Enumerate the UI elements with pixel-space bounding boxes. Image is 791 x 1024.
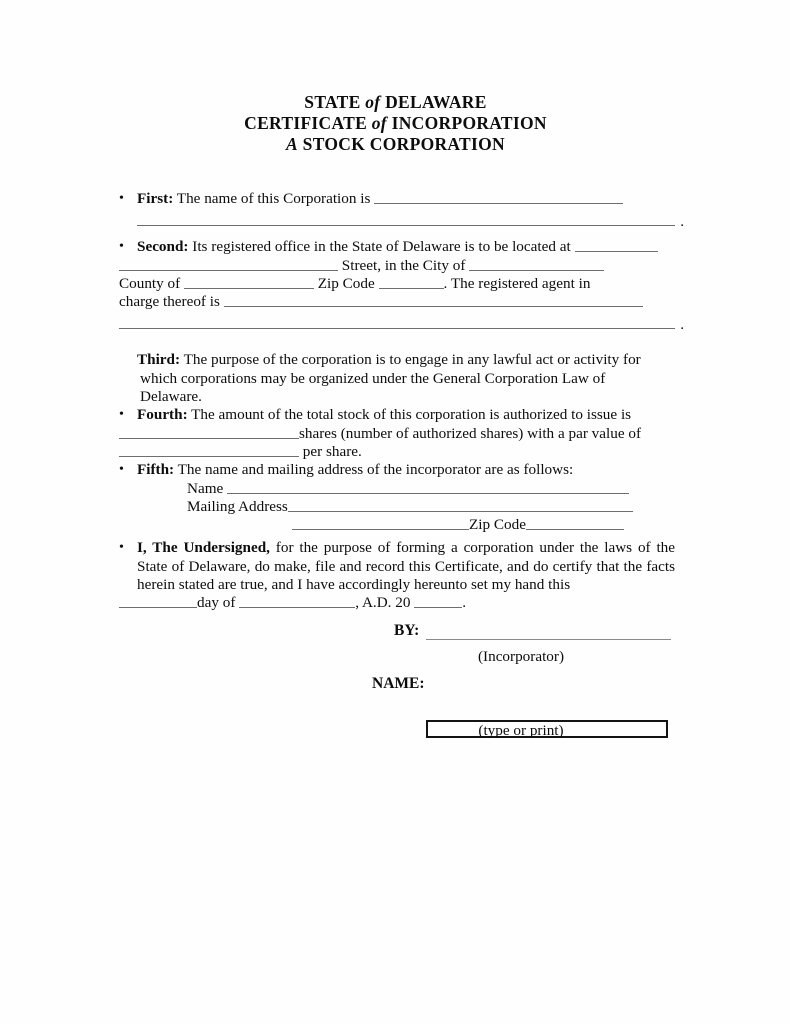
second-trailing-period: . <box>680 316 684 334</box>
second-charge-line <box>119 293 675 311</box>
clause-third-line-3: Delaware. <box>140 388 202 406</box>
clause-second-text: Its registered office in the State of Delaware is to be located at <box>188 238 575 256</box>
undersigned-date-line <box>119 594 675 612</box>
bullet-icon-second: • <box>119 239 124 255</box>
clause-first-text: The name of this Corporation is <box>173 190 375 207</box>
bullet-icon-first: • <box>119 191 124 206</box>
undersigned-ad-label: , A.D. 20 <box>355 594 415 612</box>
clause-third-body <box>137 351 675 406</box>
fourth-par-value-blank[interactable] <box>119 443 299 457</box>
clause-third-line-2: which corporations may be organized under the General Corporation Law of <box>140 369 606 387</box>
undersigned-day-of-label: day of <box>197 594 240 612</box>
second-zip-blank[interactable] <box>379 275 444 289</box>
fifth-name-line <box>187 480 675 498</box>
second-zip-label: Zip Code <box>313 274 379 292</box>
clause-fifth-body <box>137 461 675 479</box>
clause-third-label: Third: <box>137 351 181 369</box>
clause-third-line-1 <box>137 351 675 369</box>
fifth-zip-line <box>292 516 675 534</box>
fifth-zip-blank[interactable] <box>526 516 624 530</box>
signature-name-caption-row <box>0 694 791 739</box>
second-charge-label: charge thereof is <box>119 293 224 311</box>
clause-first-body <box>137 190 684 231</box>
clause-fourth-text: The amount of the total stock of this corporation is authorized to issue is <box>187 406 632 424</box>
undersigned-day-blank[interactable] <box>119 594 197 608</box>
clause-first-label: First: <box>137 190 174 207</box>
fifth-name-label: Name <box>187 479 228 497</box>
second-agent-text: The registered agent in <box>447 274 591 292</box>
title-line-1-italic: of <box>365 92 381 112</box>
undersigned-trailing-period: . <box>462 594 467 612</box>
document-body <box>0 190 791 613</box>
first-continuation-rule[interactable] <box>137 209 675 226</box>
clause-undersigned-body <box>137 539 675 594</box>
fourth-shares-blank[interactable] <box>119 425 299 439</box>
title-line-2-italic: of <box>371 113 387 133</box>
by-signature-line[interactable] <box>426 639 671 640</box>
clause-fifth <box>119 461 675 534</box>
clause-fourth-body <box>137 406 675 424</box>
second-county-blank[interactable] <box>184 275 314 289</box>
second-street-line <box>119 257 675 275</box>
fourth-shares-label: shares (number of authorized shares) with a par value of <box>299 424 642 442</box>
title-line-2 <box>0 113 791 134</box>
second-zip-period: . <box>443 274 448 292</box>
second-address-blank[interactable] <box>575 238 658 252</box>
title-line-1-pre: STATE <box>304 92 366 112</box>
fourth-par-value-line <box>119 443 675 461</box>
bullet-icon-fifth: • <box>119 462 124 478</box>
clause-fourth <box>119 406 675 461</box>
incorporator-caption: (Incorporator) <box>477 648 564 665</box>
clause-second <box>119 238 684 334</box>
title-line-3-italic: A <box>286 134 298 154</box>
signature-name-row <box>0 662 791 694</box>
title-line-1 <box>0 92 791 113</box>
clause-fifth-text: The name and mailing address of the incorporator are as follows: <box>174 461 574 479</box>
type-or-print-caption: (type or print) <box>478 722 564 739</box>
fourth-shares-line <box>119 425 675 443</box>
title-line-3 <box>0 134 791 155</box>
clause-fourth-label: Fourth: <box>137 406 188 424</box>
first-trailing-period: . <box>680 213 684 231</box>
fifth-name-blank[interactable] <box>227 480 629 494</box>
clause-fifth-label: Fifth: <box>137 461 175 479</box>
clause-second-body <box>137 238 675 256</box>
bullet-icon-fourth: • <box>119 407 124 423</box>
bullet-icon-undersigned: • <box>119 540 124 556</box>
fifth-mailing-line <box>187 498 675 516</box>
title-line-1-post: DELAWARE <box>380 92 487 112</box>
second-street-blank[interactable] <box>119 257 338 271</box>
title-line-2-pre: CERTIFICATE <box>244 113 372 133</box>
clause-undersigned <box>119 539 675 612</box>
second-county-line <box>119 275 675 293</box>
clause-undersigned-label: I, The Undersigned, <box>137 539 270 557</box>
by-label: BY: <box>394 622 420 639</box>
fifth-zip-label: Zip Code <box>469 516 526 534</box>
first-name-blank[interactable] <box>374 190 623 204</box>
clause-first <box>119 190 684 231</box>
signature-block <box>0 620 791 739</box>
second-county-label: County of <box>119 274 184 292</box>
fifth-mailing-blank[interactable] <box>288 498 633 512</box>
fifth-mailing-label: Mailing Address <box>187 497 288 515</box>
second-continuation-rule[interactable] <box>119 312 675 329</box>
clause-undersigned-text: for the purpose of forming a corporation under the laws of the State of Delaware, do make, file and record this Certificate, and do certify that the facts herein stated are true, and I have accordingly hereunto set my hand this <box>137 539 675 594</box>
clause-third-text-1: The purpose of the corporation is to engage in any lawful act or activity for <box>180 351 641 369</box>
undersigned-year-blank[interactable] <box>414 594 462 608</box>
document-title <box>0 92 791 155</box>
clause-third <box>119 351 675 406</box>
undersigned-month-blank[interactable] <box>239 594 355 608</box>
second-street-label: Street, in the City of <box>338 256 470 274</box>
fourth-per-share-label: per share. <box>299 442 362 460</box>
signature-by-caption-row <box>0 642 791 665</box>
name-label: NAME: <box>372 675 425 692</box>
fifth-address-blank-2[interactable] <box>292 516 469 530</box>
title-line-2-post: INCORPORATION <box>386 113 547 133</box>
signature-by-row <box>0 620 791 642</box>
clause-second-label: Second: <box>137 238 189 256</box>
second-city-blank[interactable] <box>469 257 604 271</box>
second-charge-blank[interactable] <box>224 293 643 307</box>
title-line-3-post: STOCK CORPORATION <box>297 134 505 154</box>
